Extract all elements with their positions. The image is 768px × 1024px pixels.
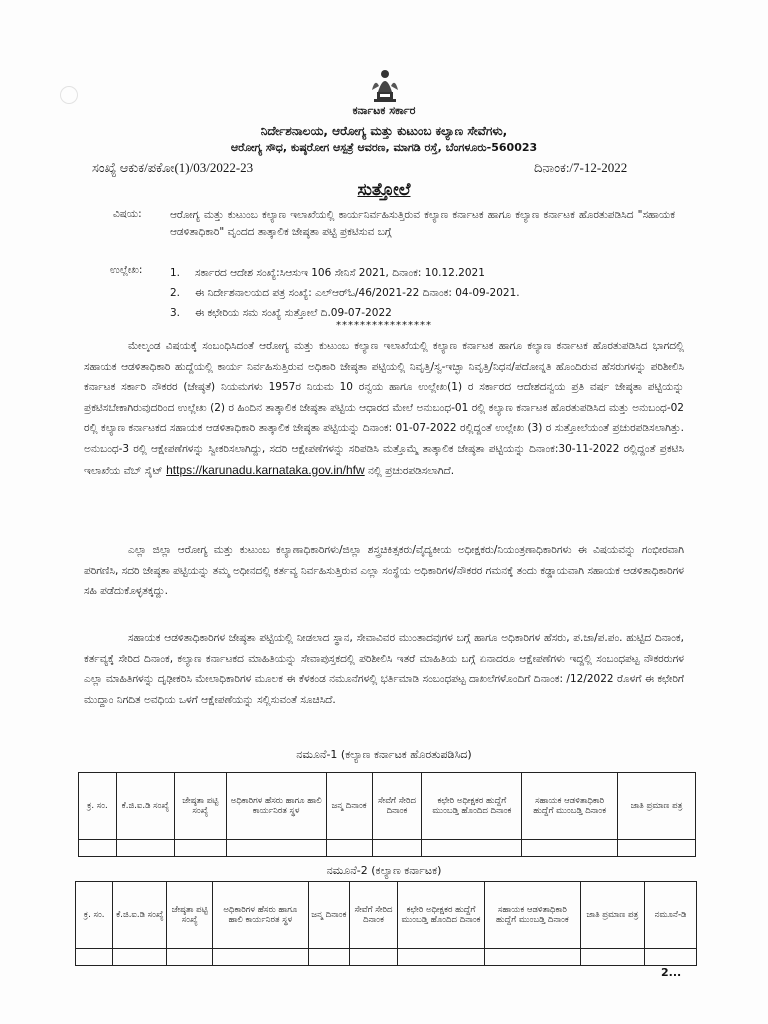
separator-stars: ****************	[336, 320, 432, 331]
column-header: ಅಧಿಕಾರಿಗಳ ಹೆಸರು ಹಾಗೂ ಹಾಲಿ ಕಾರ್ಯನಿರತ ಸ್ಥಳ	[213, 882, 309, 949]
table-cell	[116, 840, 174, 857]
form1-table	[78, 772, 696, 857]
column-header: ಜಾತಿ ಪ್ರಮಾಣ ಪತ್ರ	[618, 773, 696, 840]
document-date: ದಿನಾಂಕ:/7-12-2022	[534, 160, 628, 175]
table-cell	[645, 949, 697, 966]
form1-header-row	[79, 773, 696, 840]
column-header: ಕಛೇರಿ ಅಧೀಕ್ಷಕರ ಹುದ್ದೆಗೆ ಮುಂಬಡ್ತಿ ಹೊಂದಿದ ದಿನಾಂಕ	[422, 773, 522, 840]
table-cell	[397, 949, 484, 966]
reference-item: 2. ಈ ನಿರ್ದೇಶನಾಲಯದ ಪತ್ರ ಸಂಖ್ಯೆ: ಎಲ್‌ಆರ್‌ಓ/46/2021-22 ದಿನಾಂಕ: 04-09-2021.	[170, 287, 520, 299]
column-header: ಸೇವೆಗೆ ಸೇರಿದ ದಿನಾಂಕ	[372, 773, 422, 840]
column-header: ಜಾತಿ ಪ್ರಮಾಣ ಪತ್ರ	[580, 882, 644, 949]
website-link[interactable]: https://karunadu.karnataka.gov.in/hfw	[166, 462, 365, 477]
table-cell	[485, 949, 581, 966]
table-cell	[76, 949, 113, 966]
column-header: ಅಧಿಕಾರಿಗಳ ಹೆಸರು ಹಾಗೂ ಹಾಲಿ ಕಾರ್ಯನಿರತ ಸ್ಥಳ	[226, 773, 326, 840]
table-cell	[326, 840, 372, 857]
table-cell	[167, 949, 213, 966]
subject-text: ಆರೋಗ್ಯ ಮತ್ತು ಕುಟುಂಬ ಕಲ್ಯಾಣ ಇಲಾಖೆಯಲ್ಲಿ ಕಾರ್ಯನಿರ್ವಹಿಸುತ್ತಿರುವ ಕಲ್ಯಾಣ ಕರ್ನಾಟಕ ಹಾಗೂ ಕಲ್ಯಾಣ ಕರ್ನಾಟಕ ಹೊರತುಪಡಿಸಿದ "ಸಹಾಯಕ ಆಡಳಿತಾಧಿಕಾರಿ" ವೃಂದದ ತಾತ್ಕಾಲಿಕ ಜೇಷ್ಠತಾ ಪಟ್ಟಿ ಪ್ರಕಟಿಸುವ ಬಗ್ಗೆ	[170, 209, 675, 238]
table-cell	[226, 840, 326, 857]
references-label: ಉಲ್ಲೇಖ:	[110, 264, 143, 276]
column-header: ಕಛೇರಿ ಅಧೀಕ್ಷಕರ ಹುದ್ದೆಗೆ ಮುಂಬಡ್ತಿ ಹೊಂದಿದ ದಿನಾಂಕ	[397, 882, 484, 949]
table-cell	[113, 949, 167, 966]
table-cell	[618, 840, 696, 857]
column-header: ಕ್ರ. ಸಂ.	[76, 882, 113, 949]
column-header: ಸೇವೆಗೆ ಸೇರಿದ ದಿನಾಂಕ	[350, 882, 398, 949]
column-header: ಕ್ರ. ಸಂ.	[79, 773, 117, 840]
document-title: ಸುತ್ತೋಲೆ	[357, 180, 411, 200]
table-cell	[79, 840, 117, 857]
table-cell	[580, 949, 644, 966]
references-list	[170, 263, 690, 323]
body-paragraph-3: ಸಹಾಯಕ ಆಡಳಿತಾಧಿಕಾರಿಗಳ ಜೇಷ್ಠತಾ ಪಟ್ಟಿಯಲ್ಲಿ ನೀಡಲಾದ ಸ್ಥಾನ, ಸೇವಾವಿವರ ಮುಂತಾದವುಗಳ ಬಗ್ಗೆ ಹಾಗೂ ಅಧಿಕಾರಿಗಳ ಹೆಸರು, ಪ.ಜಾ/ಪ.ಪಂ. ಹುಟ್ಟಿದ ದಿನಾಂಕ, ಕರ್ತವ್ಯಕ್ಕೆ ಸೇರಿದ ದಿನಾಂಕ, ಕಲ್ಯಾಣ ಕರ್ನಾಟಕದ ಮಾಹಿತಿಯನ್ನು ಸೇವಾಪುಸ್ತಕದಲ್ಲಿ ಪರಿಶೀಲಿಸಿ ಇತರೆ ಮಾಹಿತಿಯ ಬಗ್ಗೆ ಏನಾದರೂ ಆಕ್ಷೇಪಣೆಗಳು ಇದ್ದಲ್ಲಿ ಸಂಬಂಧಪಟ್ಟ ನೌಕರರುಗಳ ಎಲ್ಲಾ ಮಾಹಿತಿಗಳನ್ನು ದೃಢೀಕರಿಸಿ ಮೇಲಾಧಿಕಾರಿಗಳ ಮೂಲಕ ಈ ಕೆಳಕಂಡ ನಮೂನೆಗಳಲ್ಲಿ ಭರ್ತಿಮಾಡಿ ಸಂಬಂಧಪಟ್ಟ ದಾಖಲೆಗಳೊಂದಿಗೆ ದಿನಾಂಕ: /12/2022 ರೊಳಗೆ ಈ ಕಛೇರಿಗೆ ಮುದ್ದಾಂ ನಿಗದಿತ ಅವಧಿಯ ಒಳಗೆ ಆಕ್ಷೇಪಣೆಯನ್ನು ಸಲ್ಲಿಸುವಂತೆ ಸೂಚಿಸಿದೆ.	[84, 632, 684, 706]
reference-item: 1. ಸರ್ಕಾರದ ಆದೇಶ ಸಂಖ್ಯೆ:ಸಿಆಸುಇ 106 ಸೇನಿಸೆ 2021, ದಿನಾಂಕ: 10.12.2021	[170, 267, 485, 279]
reference-item: 3. ಈ ಕಛೇರಿಯ ಸಮ ಸಂಖ್ಯೆ ಸುತ್ತೋಲೆ ದಿ.09-07-2022	[170, 307, 392, 319]
table-row	[76, 949, 697, 966]
government-name: ಕರ್ನಾಟಕ ಸರ್ಕಾರ	[352, 104, 416, 117]
table-cell	[522, 840, 618, 857]
table-cell	[422, 840, 522, 857]
table-cell	[213, 949, 309, 966]
form2-header-row	[76, 882, 697, 949]
table-cell	[372, 840, 422, 857]
form2-caption: ನಮೂನೆ-2 (ಕಲ್ಯಾಣ ಕರ್ನಾಟಕ)	[326, 864, 442, 877]
office-name: ನಿರ್ದೇಶನಾಲಯ, ಆರೋಗ್ಯ ಮತ್ತು ಕುಟುಂಬ ಕಲ್ಯಾಣ ಸೇವೆಗಳು,	[260, 124, 508, 138]
table-cell	[308, 949, 350, 966]
page-number: 2...	[661, 966, 682, 979]
reference-number: ಸಂಖ್ಯೆ ಆಕುಕ/ಪಕೋ(1)/03/2022-23	[92, 160, 254, 175]
column-header: ಕೆ.ಜಿ.ಐ.ಡಿ ಸಂಖ್ಯೆ	[113, 882, 167, 949]
table-cell	[174, 840, 226, 857]
column-header: ಜನ್ಮ ದಿನಾಂಕ	[308, 882, 350, 949]
body-paragraph-1: ಮೇಲ್ಕಂಡ ವಿಷಯಕ್ಕೆ ಸಂಬಂಧಿಸಿದಂತೆ ಆರೋಗ್ಯ ಮತ್ತು ಕುಟುಂಬ ಕಲ್ಯಾಣ ಇಲಾಖೆಯಲ್ಲಿ ಕಲ್ಯಾಣ ಕರ್ನಾಟಕ ಹಾಗೂ ಕಲ್ಯಾಣ ಕರ್ನಾಟಕ ಹೊರತುಪಡಿಸಿದ ಭಾಗದಲ್ಲಿ ಸಹಾಯಕ ಆಡಳಿತಾಧಿಕಾರಿ ಹುದ್ದೆಯಲ್ಲಿ ಕಾರ್ಯ ನಿರ್ವಹಿಸುತ್ತಿರುವ ಅಧಿಕಾರಿ ಜೇಷ್ಠತಾ ಪಟ್ಟಿಯಲ್ಲಿ ನಿವೃತ್ತಿ/ಸ್ವ-ಇಚ್ಛಾ ನಿವೃತ್ತಿ/ನಿಧನ/ಪದೋನ್ನತಿ ಹೊಂದಿರುವ ಹೆಸರುಗಳನ್ನು ಪರಿಶೀಲಿಸಿ ಕರ್ನಾಟಕ ಸರ್ಕಾರಿ ನೌಕರರ (ಜೇಷ್ಠತೆ) ನಿಯಮಗಳು 1957ರ ನಿಯಮ 10 ರನ್ವಯ ಹಾಗೂ ಉಲ್ಲೇಖ(1) ರ ಸರ್ಕಾರದ ಆದೇಶದನ್ವಯ ಪ್ರತಿ ವರ್ಷ ಜೇಷ್ಠತಾ ಪಟ್ಟಿಯನ್ನು ಪ್ರಕಟಿಸಬೇಕಾಗಿರುವುದರಿಂದ ಉಲ್ಲೇಖ (2) ರ ಹಿಂದಿನ ತಾತ್ಕಾಲಿಕ ಜೇಷ್ಠತಾ ಪಟ್ಟಿಯ ಆಧಾರದ ಮೇಲೆ ಅನುಬಂಧ-01 ರಲ್ಲಿ ಕಲ್ಯಾಣ ಕರ್ನಾಟಕ ಹೊರತುಪಡಿಸಿದ ಮತ್ತು ಅನುಬಂಧ-02 ರಲ್ಲಿ ಕಲ್ಯಾಣ ಕರ್ನಾಟಕದ ಸಹಾಯಕ ಆಡಳಿತಾಧಿಕಾರಿ ತಾತ್ಕಾಲಿಕ ಜೇಷ್ಠತಾ ಪಟ್ಟಿಯನ್ನು ದಿನಾಂಕ: 01-07-2022 ರಲ್ಲಿದ್ದಂತೆ ಉಲ್ಲೇಖ (3) ರ ಸುತ್ತೋಲೆಯಂತೆ ಪ್ರಚುರಪಡಿಸಲಾಗಿತ್ತು. ಅನುಬಂಧ-3 ರಲ್ಲಿ ಆಕ್ಷೇಪಣೆಗಳನ್ನು ಸ್ವೀಕರಿಸಲಾಗಿದ್ದು, ಸದರಿ ಆಕ್ಷೇಪಣೆಗಳನ್ನು ಸರಿಪಡಿಸಿ ಮತ್ತೊಮ್ಮೆ ತಾತ್ಕಾಲಿಕ ಜೇಷ್ಠತಾ ಪಟ್ಟಿಯನ್ನು ದಿನಾಂಕ:30-11-2022 ರಲ್ಲಿದ್ದಂತೆ ಪ್ರಕಟಿಸಿ ಇಲಾಖೆಯ ವೆಬ್ ಸೈಟ್ https://karunadu.karnataka.gov.in/hfw ನಲ್ಲಿ ಪ್ರಚುರಪಡಿಸಲಾಗಿದೆ.	[84, 340, 684, 477]
body-paragraph-2: ಎಲ್ಲಾ ಜಿಲ್ಲಾ ಆರೋಗ್ಯ ಮತ್ತು ಕುಟುಂಬ ಕಲ್ಯಾಣಾಧಿಕಾರಿಗಳು/ಜಿಲ್ಲಾ ಶಸ್ತ್ರಚಿಕಿತ್ಸಕರು/ವೈದ್ಯಕೀಯ ಅಧೀಕ್ಷಕರು/ನಿಯಂತ್ರಣಾಧಿಕಾರಿಗಳು ಈ ವಿಷಯವನ್ನು ಗಂಭೀರವಾಗಿ ಪರಿಗಣಿಸಿ, ಸದರಿ ಜೇಷ್ಠತಾ ಪಟ್ಟಿಯನ್ನು ತಮ್ಮ ಅಧೀನದಲ್ಲಿ ಕರ್ತವ್ಯ ನಿರ್ವಹಿಸುತ್ತಿರುವ ಎಲ್ಲಾ ಸಂಸ್ಥೆಯ ಅಧಿಕಾರಿಗಳ/ನೌಕರರ ಗಮನಕ್ಕೆ ತಂದು ಕಡ್ಡಾಯವಾಗಿ ಸಹಾಯಕ ಆಡಳಿತಾಧಿಕಾರಿಗಳ ಸಹಿ ಪಡೆದುಕೊಳ್ಳತಕ್ಕದ್ದು.	[84, 544, 684, 598]
table-row	[79, 840, 696, 857]
column-header: ಕೆ.ಜಿ.ಐ.ಡಿ ಸಂಖ್ಯೆ	[116, 773, 174, 840]
karnataka-emblem-icon	[364, 64, 406, 106]
column-header: ಜೇಷ್ಠತಾ ಪಟ್ಟಿ ಸಂಖ್ಯೆ	[167, 882, 213, 949]
form2-table	[75, 881, 697, 966]
form1-caption: ನಮೂನೆ-1 (ಕಲ್ಯಾಣ ಕರ್ನಾಟಕ ಹೊರತುಪಡಿಸಿದ)	[296, 748, 472, 761]
column-header: ಸಹಾಯಕ ಆಡಳಿತಾಧಿಕಾರಿ ಹುದ್ದೆಗೆ ಮುಂಬಡ್ತಿ ದಿನಾಂಕ	[485, 882, 581, 949]
table-cell	[350, 949, 398, 966]
subject-label: ವಿಷಯ:	[113, 208, 142, 220]
office-address: ಆರೋಗ್ಯ ಸೌಧ, ಕುಷ್ಠರೋಗ ಆಸ್ಪತ್ರೆ ಆವರಣ, ಮಾಗಡಿ ರಸ್ತೆ, ಬೆಂಗಳೂರು-560023	[230, 141, 538, 154]
column-header: ಜನ್ಮ ದಿನಾಂಕ	[326, 773, 372, 840]
column-header: ನಮೂನೆ-ಡಿ	[645, 882, 697, 949]
column-header: ಸಹಾಯಕ ಆಡಳಿತಾಧಿಕಾರಿ ಹುದ್ದೆಗೆ ಮುಂಬಡ್ತಿ ದಿನಾಂಕ	[522, 773, 618, 840]
column-header: ಜೇಷ್ಠತಾ ಪಟ್ಟಿ ಸಂಖ್ಯೆ	[174, 773, 226, 840]
scan-mark	[60, 86, 78, 104]
